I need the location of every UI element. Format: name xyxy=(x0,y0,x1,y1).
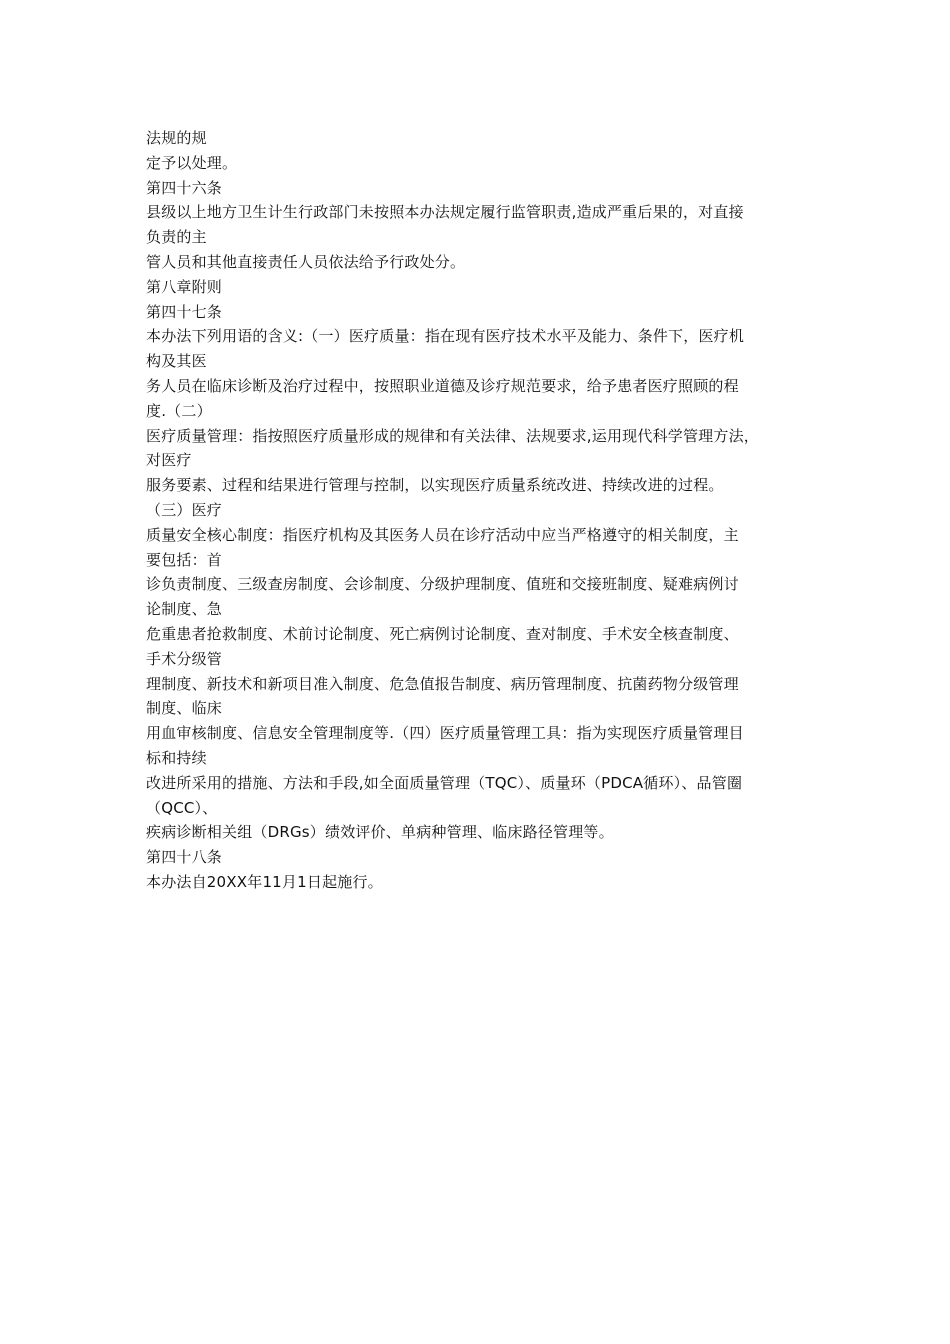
text-line: 制度、临床 xyxy=(146,699,223,718)
text-line: 要包括：首 xyxy=(146,550,223,569)
document-body xyxy=(146,126,818,895)
text-line: 负责的主 xyxy=(146,228,207,247)
article-heading: 第四十六条 xyxy=(146,178,223,197)
text-line: 服务要素、过程和结果进行管理与控制，以实现医疗质量系统改进、持续改进的过程。 xyxy=(146,476,724,495)
article-heading: 第四十七条 xyxy=(146,302,223,321)
text-line: 法规的规 xyxy=(146,129,207,147)
text-line: 手术分级管 xyxy=(146,649,223,668)
text-line: 疾病诊断相关组（DRGs）绩效评价、单病种管理、临床路径管理等。 xyxy=(146,823,614,842)
text-line: 度.（二） xyxy=(146,401,212,420)
article-heading: 第四十八条 xyxy=(146,848,223,867)
text-line: 改进所采用的措施、方法和手段,如全面质量管理（TQC）、质量环（PDCA循环）、品管圈 xyxy=(146,773,743,792)
text-line: （QCC）、 xyxy=(146,798,218,817)
text-line: 用血审核制度、信息安全管理制度等.（四）医疗质量管理工具：指为实现医疗质量管理目 xyxy=(146,724,744,743)
text-line: 对医疗 xyxy=(146,451,192,470)
text-line: 危重患者抢救制度、术前讨论制度、死亡病例讨论制度、查对制度、手术安全核查制度、 xyxy=(146,624,739,643)
text-line: 定予以处理。 xyxy=(146,153,238,172)
text-line: 本办法下列用语的含义:（一）医疗质量：指在现有医疗技术水平及能力、条件下，医疗机 xyxy=(146,327,745,346)
text-line: 管人员和其他直接责任人员依法给予行政处分。 xyxy=(146,252,466,271)
chapter-heading: 第八章附则 xyxy=(146,277,223,296)
text-line: 医疗质量管理：指按照医疗质量形成的规律和有关法律、法规要求,运用现代科学管理方法， xyxy=(146,426,759,445)
text-line: 标和持续 xyxy=(146,748,207,767)
text-line: 县级以上地方卫生计生行政部门未按照本办法规定履行监管职责,造成严重后果的，对直接 xyxy=(146,203,744,222)
text-line: （三）医疗 xyxy=(146,500,223,519)
text-line: 诊负责制度、三级查房制度、会诊制度、分级护理制度、值班和交接班制度、疑难病例讨 xyxy=(146,575,739,594)
text-line: 论制度、急 xyxy=(146,600,223,619)
text-line: 质量安全核心制度：指医疗机构及其医务人员在诊疗活动中应当严格遵守的相关制度，主 xyxy=(146,525,739,544)
text-line: 务人员在临床诊断及治疗过程中，按照职业道德及诊疗规范要求，给予患者医疗照顾的程 xyxy=(146,376,739,395)
text-line: 构及其医 xyxy=(146,352,207,371)
text-line: 理制度、新技术和新项目准入制度、危急值报告制度、病历管理制度、抗菌药物分级管理 xyxy=(146,674,739,693)
text-line: 本办法自20XX年11月1日起施行。 xyxy=(146,872,383,891)
